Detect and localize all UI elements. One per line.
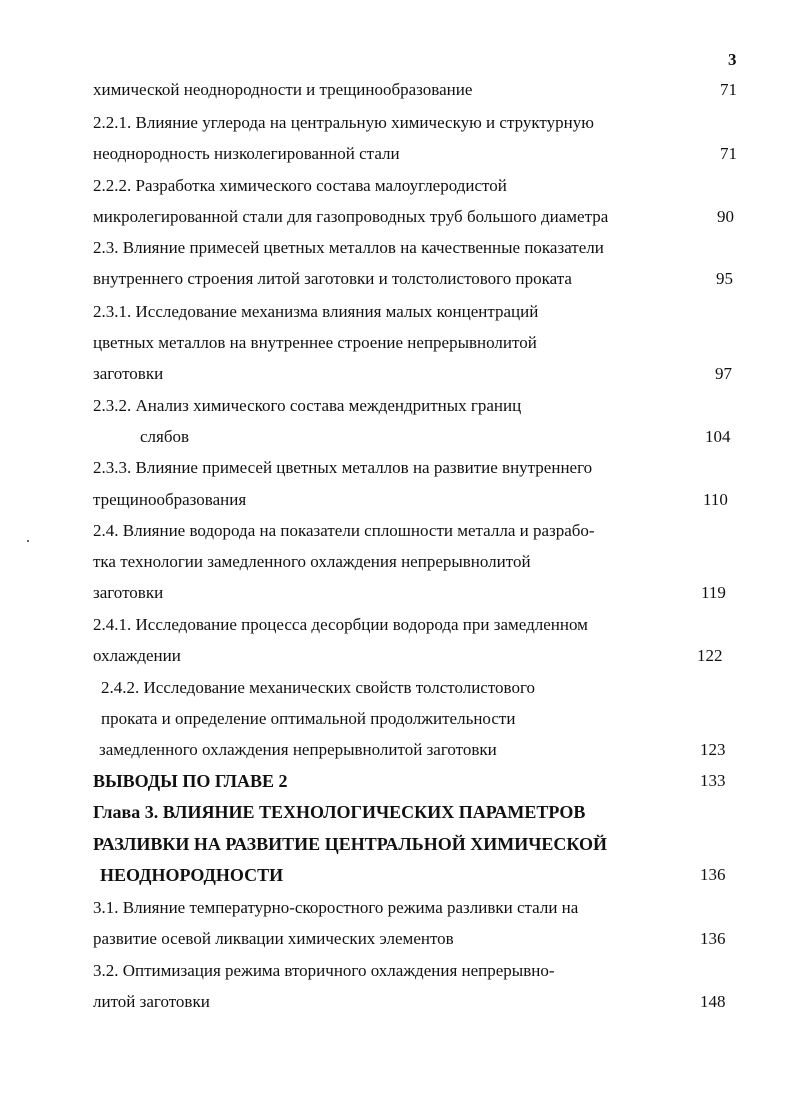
toc-entry-page: 110 bbox=[703, 490, 728, 509]
scan-speck bbox=[27, 540, 29, 542]
toc-entry-page: 122 bbox=[697, 646, 723, 665]
toc-entry-text: 2.2.1. Влияние углерода на центральную химическую и структурную bbox=[93, 113, 594, 132]
toc-entry-page: 136 bbox=[700, 865, 726, 884]
toc-chapter-heading: Глава 3. ВЛИЯНИЕ ТЕХНОЛОГИЧЕСКИХ ПАРАМЕТРОВ bbox=[93, 802, 586, 822]
toc-entry-page: 97 bbox=[715, 364, 732, 383]
toc-entry-page: 136 bbox=[700, 929, 726, 948]
toc-entry-page: 133 bbox=[700, 771, 726, 790]
toc-entry-page: 90 bbox=[717, 207, 734, 226]
toc-entry-page: 71 bbox=[720, 144, 737, 163]
toc-entry-text: трещинообразования bbox=[93, 490, 247, 509]
toc-entry-text: 2.3.3. Влияние примесей цветных металлов на развитие внутреннего bbox=[93, 458, 593, 477]
toc-entry-text: 2.2.2. Разработка химического состава малоуглеродистой bbox=[93, 176, 507, 195]
page-number: 3 bbox=[728, 50, 737, 69]
toc-entry-page: 123 bbox=[700, 740, 726, 759]
toc-entry-text: 2.3.1. Исследование механизма влияния малых концентраций bbox=[93, 302, 539, 321]
toc-entry-text: заготовки bbox=[93, 364, 164, 383]
toc-entry-text: микролегированной стали для газопроводных труб большого диаметра bbox=[93, 207, 609, 226]
toc-entry-page: 71 bbox=[720, 80, 737, 99]
toc-chapter-heading: РАЗЛИВКИ НА РАЗВИТИЕ ЦЕНТРАЛЬНОЙ ХИМИЧЕСКОЙ bbox=[93, 834, 608, 854]
toc-chapter-heading: НЕОДНОРОДНОСТИ bbox=[100, 865, 284, 885]
toc-entry-text: 2.3.2. Анализ химического состава междендритных границ bbox=[93, 396, 522, 415]
toc-entry-page: 95 bbox=[716, 269, 733, 288]
toc-entry-text: проката и определение оптимальной продолжительности bbox=[101, 709, 516, 728]
toc-entry-text: замедленного охлаждения непрерывнолитой заготовки bbox=[99, 740, 497, 759]
toc-entry-text: внутреннего строения литой заготовки и толстолистового проката bbox=[93, 269, 572, 288]
toc-entry-text: охлаждении bbox=[93, 646, 181, 665]
toc-entry-text: 2.3. Влияние примесей цветных металлов на качественные показатели bbox=[93, 238, 604, 257]
toc-entry-text: цветных металлов на внутреннее строение непрерывнолитой bbox=[93, 333, 537, 352]
toc-entry-text: 2.4. Влияние водорода на показатели сплошности металла и разрабо- bbox=[93, 521, 595, 540]
toc-entry-page: 104 bbox=[705, 427, 731, 446]
toc-entry-text: 3.1. Влияние температурно-скоростного режима разливки стали на bbox=[93, 898, 579, 917]
toc-entry-text: заготовки bbox=[93, 583, 164, 602]
toc-entry-text: неоднородность низколегированной стали bbox=[93, 144, 400, 163]
toc-entry-page: 119 bbox=[701, 583, 726, 602]
toc-entry-text: химической неоднородности и трещинообразование bbox=[93, 80, 473, 99]
toc-entry-text: 2.4.2. Исследование механических свойств толстолистового bbox=[101, 678, 536, 697]
toc-entry-text: слябов bbox=[140, 427, 190, 446]
toc-chapter-summary: ВЫВОДЫ ПО ГЛАВЕ 2 bbox=[93, 771, 288, 791]
toc-entry-text: тка технологии замедленного охлаждения непрерывнолитой bbox=[93, 552, 531, 571]
toc-entry-text: 3.2. Оптимизация режима вторичного охлаждения непрерывно- bbox=[93, 961, 555, 980]
toc-entry-text: развитие осевой ликвации химических элементов bbox=[93, 929, 454, 948]
toc-entry-text: 2.4.1. Исследование процесса десорбции водорода при замедленном bbox=[93, 615, 588, 634]
toc-entry-page: 148 bbox=[700, 992, 726, 1011]
toc-entry-text: литой заготовки bbox=[93, 992, 210, 1011]
